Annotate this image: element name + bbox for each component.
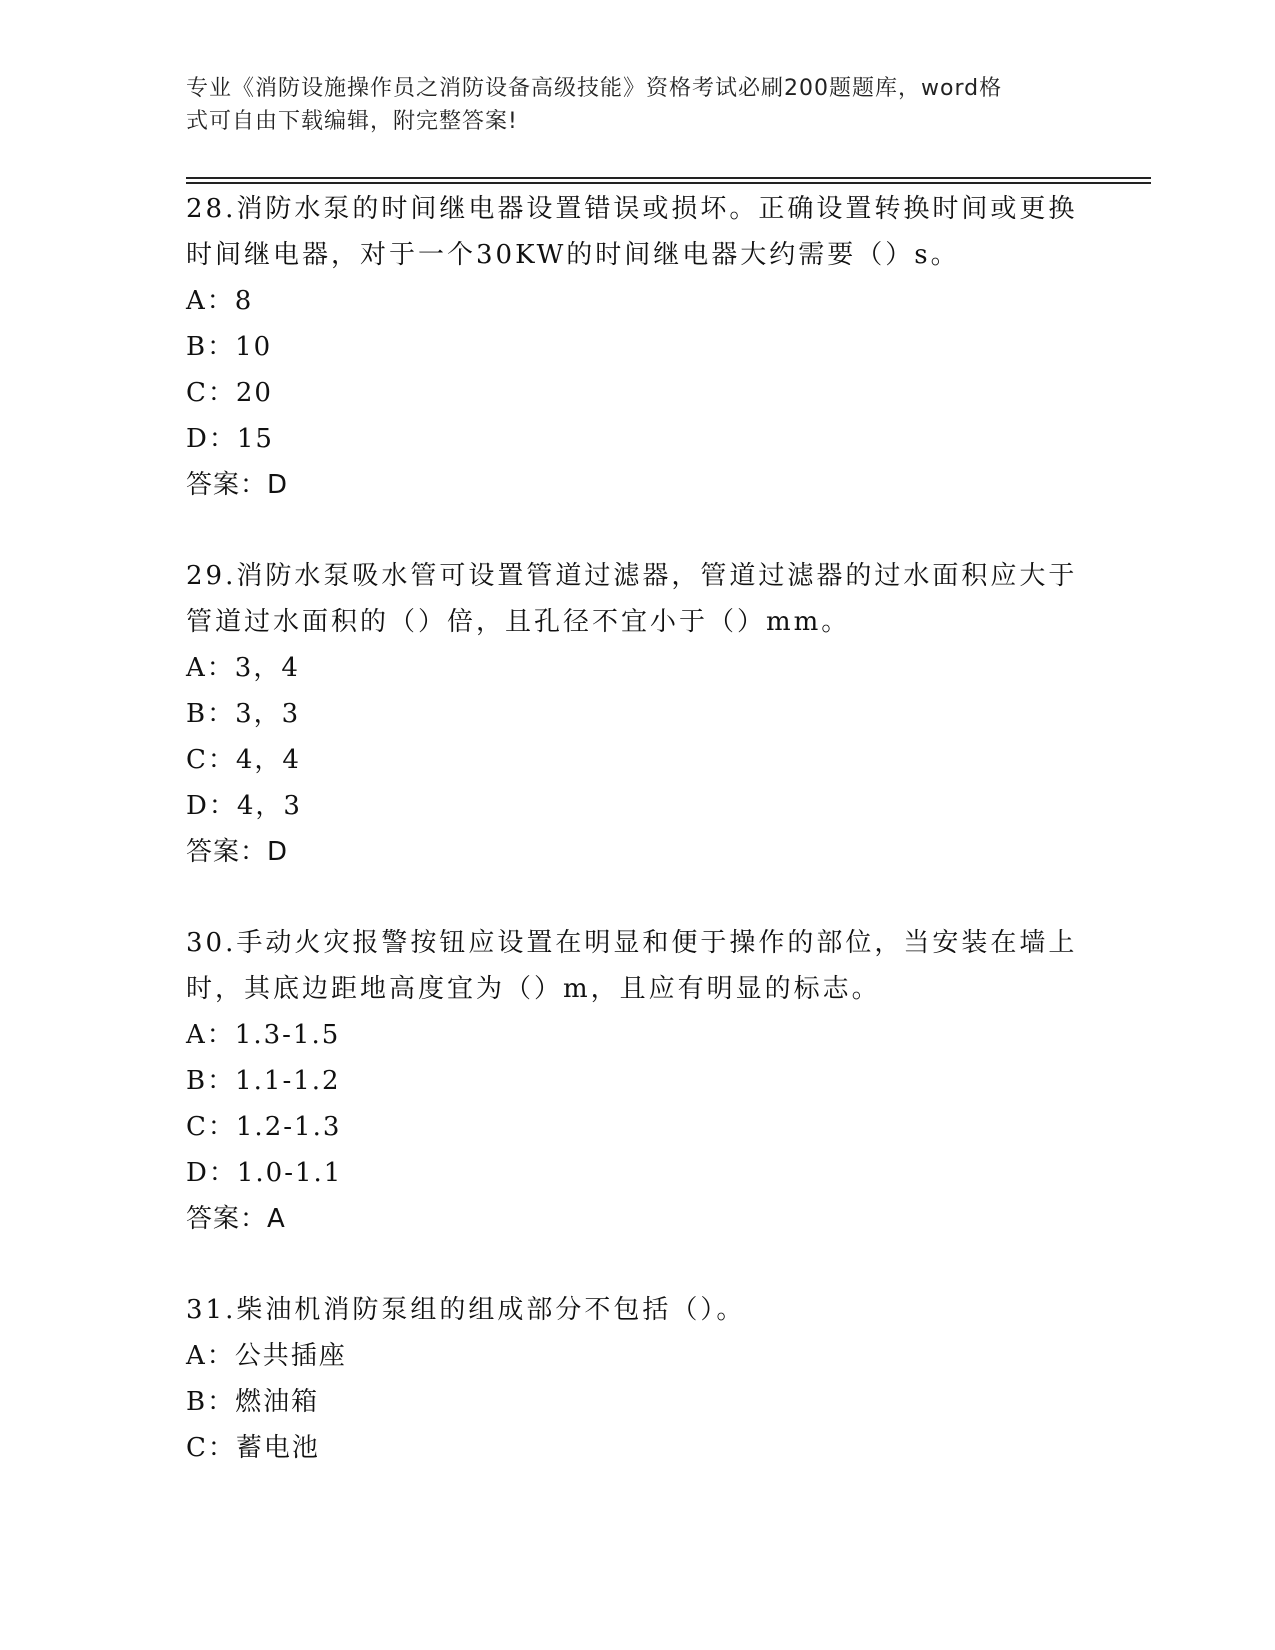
question-stem-line: 时，其底边距地高度宜为（）m，且应有明显的标志。 — [186, 974, 881, 1004]
question-28 — [186, 186, 1086, 508]
question-31 — [186, 1287, 1086, 1471]
answer-line: 答案：A — [186, 1204, 286, 1234]
option-c: C：4，4 — [186, 745, 301, 775]
question-list — [186, 186, 1086, 1516]
option-c: C：20 — [186, 378, 273, 408]
option-a: A：8 — [186, 286, 254, 316]
option-d: D：15 — [186, 424, 274, 454]
header-divider-top — [186, 177, 1151, 179]
header-divider-bottom — [186, 182, 1151, 184]
question-30 — [186, 920, 1086, 1242]
option-b: B：10 — [186, 332, 273, 362]
option-b: B：3，3 — [186, 699, 301, 729]
option-c: C：1.2-1.3 — [186, 1112, 342, 1142]
header-line-1: 专业《消防设施操作员之消防设备高级技能》资格考试必刷200题题库，word格 — [186, 76, 1003, 101]
question-stem-line: 31.柴油机消防泵组的组成部分不包括（）。 — [186, 1295, 746, 1325]
option-d: D：4，3 — [186, 791, 302, 821]
answer-line: 答案：D — [186, 837, 289, 867]
option-a: A：公共插座 — [186, 1341, 347, 1371]
question-stem-line: 管道过水面积的（）倍，且孔径不宜小于（）mm。 — [186, 607, 851, 637]
question-stem-line: 30.手动火灾报警按钮应设置在明显和便于操作的部位，当安装在墙上 — [186, 928, 1078, 958]
question-stem-line: 29.消防水泵吸水管可设置管道过滤器，管道过滤器的过水面积应大于 — [186, 561, 1078, 591]
option-b: B：燃油箱 — [186, 1387, 320, 1417]
option-a: A：3，4 — [186, 653, 300, 683]
option-a: A：1.3-1.5 — [186, 1020, 341, 1050]
option-b: B：1.1-1.2 — [186, 1066, 341, 1096]
question-stem-line: 28.消防水泵的时间继电器设置错误或损坏。正确设置转换时间或更换 — [186, 194, 1078, 224]
header-line-2: 式可自由下载编辑，附完整答案! — [186, 109, 518, 134]
option-d: D：1.0-1.1 — [186, 1158, 343, 1188]
answer-line: 答案：D — [186, 470, 289, 500]
question-29 — [186, 553, 1086, 875]
option-c: C：蓄电池 — [186, 1433, 320, 1463]
question-stem-line: 时间继电器，对于一个30KW的时间继电器大约需要（）s。 — [186, 240, 960, 270]
document-header — [186, 72, 1066, 138]
